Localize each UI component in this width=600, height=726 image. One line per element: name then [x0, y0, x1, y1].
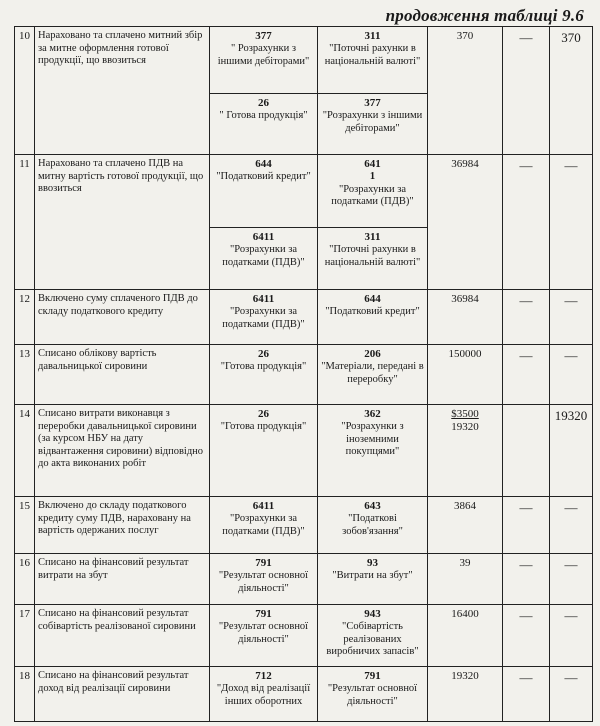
debit-account-code: 6411: [252, 293, 275, 305]
debit-account: [210, 605, 318, 667]
credit-account: [318, 94, 428, 155]
amount: [428, 554, 503, 605]
credit-account-code: 93: [367, 557, 378, 569]
ledger-body: [15, 27, 593, 722]
amount-main: 370: [456, 30, 474, 42]
column-2-value: —: [503, 554, 550, 605]
credit-account-name: "Результат основної діяльності": [327, 683, 418, 707]
amount-main: 36984: [451, 293, 479, 305]
row-number: 10: [15, 27, 35, 155]
debit-account-name: " Розрахунки з іншими дебіторами": [217, 43, 310, 67]
debit-account-code: 6411: [252, 231, 275, 243]
column-2-value: [503, 405, 550, 497]
credit-account: [318, 290, 428, 345]
credit-account: [318, 27, 428, 94]
credit-account: [318, 345, 428, 405]
credit-account-code: 643: [364, 500, 381, 512]
debit-account: [210, 290, 318, 345]
column-3-value: —: [550, 554, 593, 605]
amount-main: 19320: [451, 670, 479, 682]
amount: [428, 497, 503, 554]
debit-account: [210, 228, 318, 290]
debit-account: [210, 497, 318, 554]
credit-account-name: "Розрахунки за податками (ПДВ)": [331, 183, 414, 208]
debit-account: [210, 554, 318, 605]
credit-account-name: "Поточні рахунки в національній валюті": [324, 43, 421, 67]
row-number: 11: [15, 155, 35, 290]
debit-account: [210, 405, 318, 497]
amount-main: 36984: [451, 158, 479, 170]
debit-account-name: "Податковий кредит": [216, 171, 311, 183]
credit-account-code: 311: [364, 231, 381, 243]
credit-account-name: "Матеріали, передані в переробку": [321, 361, 424, 385]
operation-description: Включено суму сплаченого ПДВ до складу податкового кредиту: [35, 290, 210, 345]
column-3-value: —: [550, 497, 593, 554]
row-number: 14: [15, 405, 35, 497]
column-3-value: 19320: [550, 405, 593, 497]
operation-description: Списано на фінансовий результат собівартість реалізованої сировини: [35, 605, 210, 667]
table-row: [15, 554, 593, 605]
credit-account: [318, 405, 428, 497]
amount-main: $3500: [451, 408, 479, 420]
amount-main: 16400: [451, 608, 479, 620]
credit-account: [318, 155, 428, 228]
amount: [428, 155, 503, 290]
credit-account-name: "Поточні рахунки в національній валюті": [324, 244, 421, 268]
table-row: [15, 155, 593, 228]
debit-account-name: "Готова продукція": [220, 421, 307, 433]
column-3-value: 370: [550, 27, 593, 155]
credit-account-code: 644: [364, 293, 381, 305]
operation-description: Списано витрати виконавця з переробки давальницької сировини (за курсом НБУ на дату відвантаження сировини) відповідно до акта виконаних робіт: [35, 405, 210, 497]
credit-account-code: 641: [364, 158, 381, 170]
debit-account-name: "Результат основної діяльності": [218, 621, 309, 645]
debit-account-code: 712: [255, 670, 272, 682]
debit-account-name: "Готова продукція": [220, 361, 307, 373]
debit-account-code: 377: [255, 30, 272, 42]
column-2-value: —: [503, 497, 550, 554]
credit-account-name: "Витрати на збут": [332, 570, 413, 582]
debit-account-code: 26: [258, 97, 269, 109]
credit-account: [318, 497, 428, 554]
credit-account-name: "Податковий кредит": [325, 306, 420, 318]
operation-description: Включено до складу податкового кредиту суму ПДВ, нараховану на вартість одержаних послуг: [35, 497, 210, 554]
column-2-value: —: [503, 667, 550, 722]
amount: [428, 345, 503, 405]
debit-account-name: "Результат основної діяльності": [218, 570, 309, 594]
credit-account: [318, 605, 428, 667]
column-2-value: —: [503, 605, 550, 667]
column-3-value: —: [550, 345, 593, 405]
operation-description: Списано на фінансовий результат витрати на збут: [35, 554, 210, 605]
amount-converted: 19320: [451, 421, 479, 434]
column-3-value: —: [550, 155, 593, 290]
debit-account-code: 791: [255, 608, 272, 620]
credit-account-subcode: 1: [369, 171, 376, 183]
row-number: 17: [15, 605, 35, 667]
credit-account-code: 206: [364, 348, 381, 360]
table-row: [15, 27, 593, 94]
table-caption: продовження таблиці 9.6: [385, 6, 584, 25]
column-2-value: —: [503, 27, 550, 155]
debit-account: [210, 27, 318, 94]
credit-account: [318, 228, 428, 290]
table-row: [15, 605, 593, 667]
table-row: [15, 497, 593, 554]
debit-account: [210, 667, 318, 722]
debit-account-name: "Розрахунки за податками (ПДВ)": [222, 513, 305, 537]
table-row: [15, 290, 593, 345]
credit-account-code: 943: [364, 608, 381, 620]
credit-account-name: "Розрахунки з іноземними покупцями": [341, 421, 404, 458]
column-3-value: —: [550, 667, 593, 722]
operation-description: Списано на фінансовий результат доход від реалізації сировини: [35, 667, 210, 722]
column-3-value: —: [550, 290, 593, 345]
debit-account-name: "Доход від реалізації інших оборотних: [216, 683, 311, 707]
operation-description: Нараховано та сплачено митний збір за митне оформлення готової продукції, що ввозиться: [35, 27, 210, 155]
operation-description: Нараховано та сплачено ПДВ на митну вартість готової продукції, що ввозиться: [35, 155, 210, 290]
credit-account-code: 311: [364, 30, 381, 42]
table-row: [15, 345, 593, 405]
debit-account-code: 644: [255, 158, 272, 170]
amount: [428, 405, 503, 497]
credit-account-code: 377: [364, 97, 381, 109]
amount-main: 3864: [454, 500, 476, 512]
debit-account: [210, 94, 318, 155]
debit-account-code: 26: [258, 408, 269, 420]
credit-account-code: 791: [364, 670, 381, 682]
row-number: 18: [15, 667, 35, 722]
debit-account: [210, 345, 318, 405]
debit-account-name: "Розрахунки за податками (ПДВ)": [222, 306, 305, 330]
credit-account-code: 362: [364, 408, 381, 420]
credit-account-name: "Податкові зобов'язання": [342, 513, 403, 537]
debit-account-code: 791: [255, 557, 272, 569]
row-number: 15: [15, 497, 35, 554]
credit-account-name: "Собівартість реалізованих виробничих запасів": [326, 621, 419, 658]
credit-account: [318, 554, 428, 605]
row-number: 13: [15, 345, 35, 405]
amount: [428, 667, 503, 722]
row-number: 12: [15, 290, 35, 345]
amount: [428, 27, 503, 155]
ledger-table: [14, 26, 593, 722]
credit-account: [318, 667, 428, 722]
credit-account-name: "Розрахунки з іншими дебіторами": [322, 110, 423, 134]
debit-account: [210, 155, 318, 228]
column-2-value: —: [503, 345, 550, 405]
debit-account-name: " Готова продукція": [219, 110, 308, 122]
amount-main: 39: [459, 557, 471, 569]
debit-account-code: 6411: [252, 500, 275, 512]
operation-description: Списано обліковy вартість давальницької сировини: [35, 345, 210, 405]
column-2-value: —: [503, 290, 550, 345]
column-3-value: —: [550, 605, 593, 667]
amount-main: 150000: [448, 348, 482, 360]
debit-account-code: 26: [258, 348, 269, 360]
table-row: [15, 667, 593, 722]
table-row: [15, 405, 593, 497]
row-number: 16: [15, 554, 35, 605]
debit-account-name: "Розрахунки за податками (ПДВ)": [222, 244, 305, 268]
amount: [428, 290, 503, 345]
amount: [428, 605, 503, 667]
column-2-value: —: [503, 155, 550, 290]
